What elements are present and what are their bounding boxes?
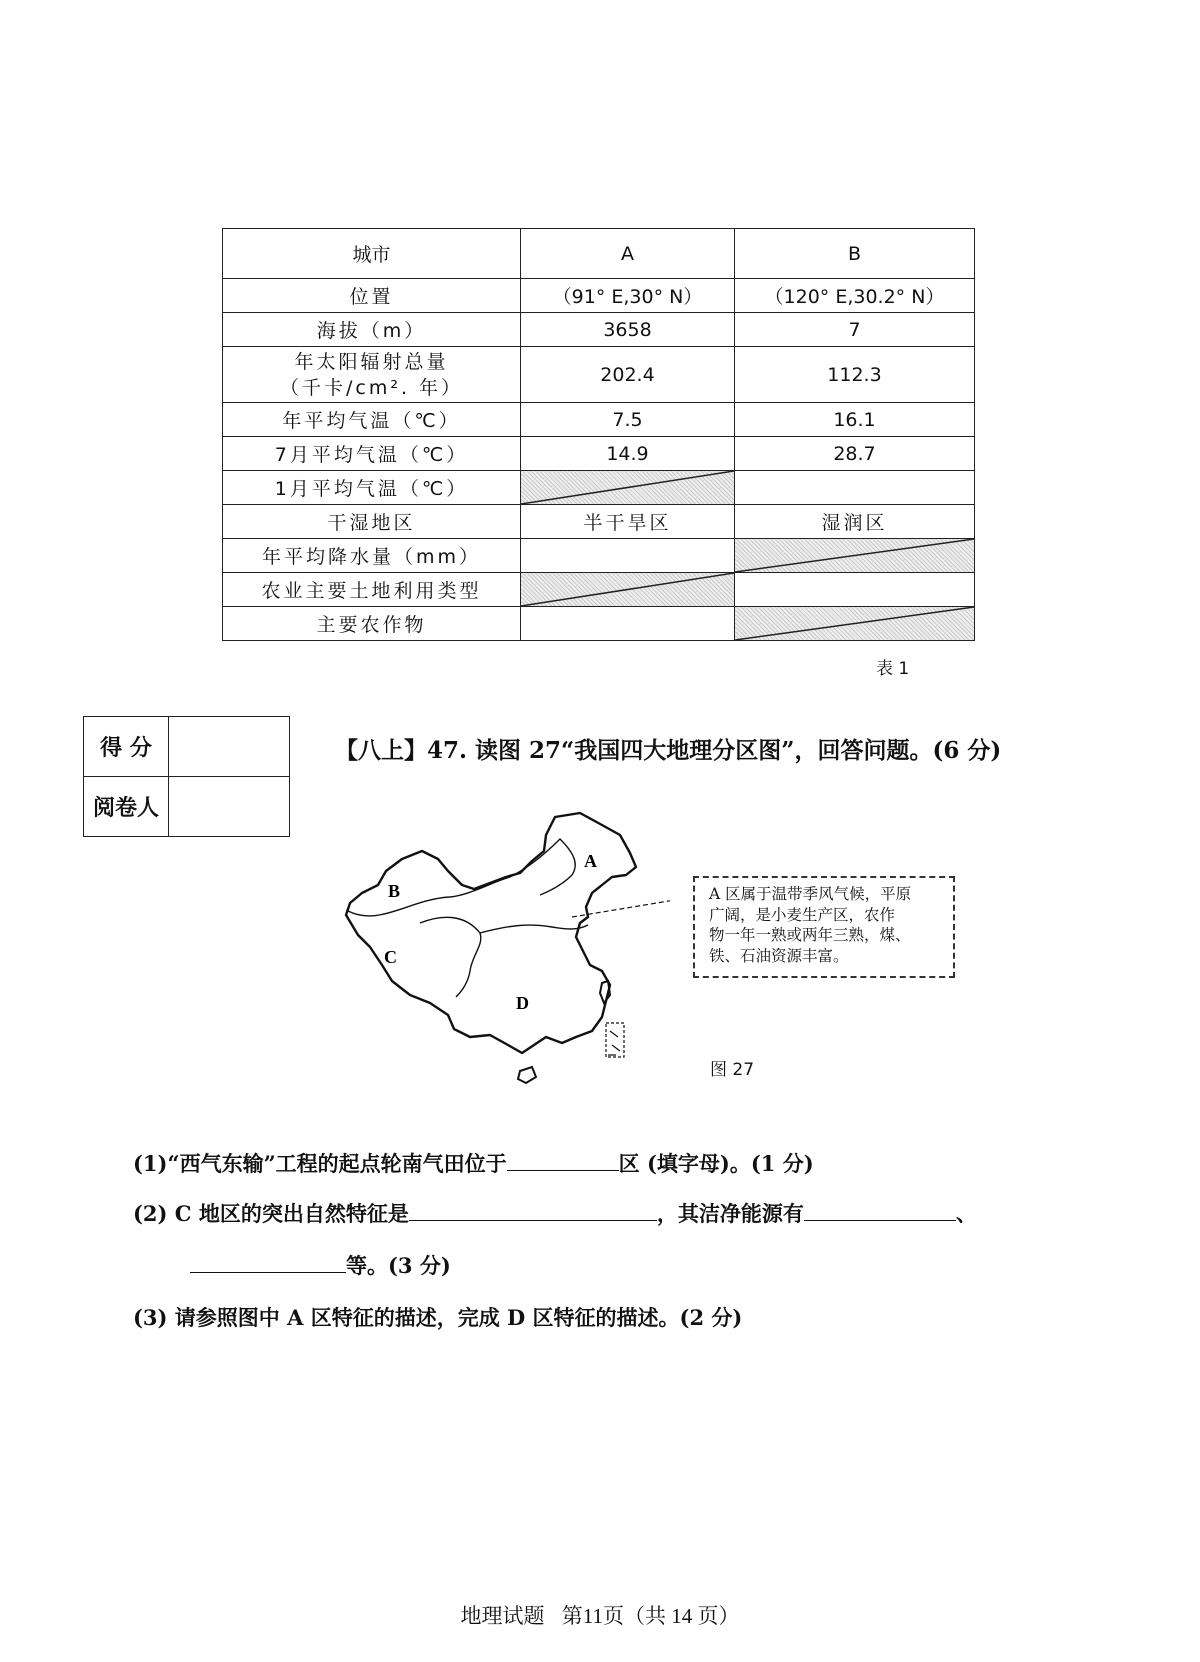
- cell-a: 3658: [521, 313, 735, 347]
- reviewer-label: 阅卷人: [84, 777, 169, 837]
- row-label-line1: 年太阳辐射总量: [294, 350, 449, 373]
- table-row: [223, 505, 975, 539]
- region-label-a: A: [584, 851, 597, 871]
- blank-cell-a: [521, 607, 735, 641]
- row-label: 1月平均气温（℃）: [223, 471, 521, 505]
- table-row: [223, 279, 975, 313]
- blank-cell-a: [521, 539, 735, 573]
- sub-question-1: [133, 1148, 814, 1178]
- score-field[interactable]: [169, 717, 290, 777]
- cell-b: （120° E,30.2° N）: [735, 279, 975, 313]
- footer-subject: 地理试题: [460, 1604, 545, 1628]
- hatched-cell-b: [735, 607, 975, 641]
- row-label: 位置: [223, 279, 521, 313]
- footer-page-number: 第11页（共 14 页）: [561, 1604, 740, 1628]
- cell-b: 7: [735, 313, 975, 347]
- cell-a: 202.4: [521, 347, 735, 403]
- table-row: [223, 437, 975, 471]
- sub-question-3: (3) 请参照图中 A 区特征的描述，完成 D 区特征的描述。(2 分): [133, 1305, 743, 1330]
- hatched-cell-b: [735, 539, 975, 573]
- row-label: 年平均气温（℃）: [223, 403, 521, 437]
- sub-question-2-tail: 、: [955, 1201, 977, 1226]
- south-sea-inset: [606, 1023, 624, 1057]
- sub-question-2: [133, 1198, 977, 1228]
- header-city: 城市: [223, 229, 521, 279]
- row-label: 海拔（m）: [223, 313, 521, 347]
- header-b: B: [735, 229, 975, 279]
- header-a: A: [521, 229, 735, 279]
- blank-cell-b: [735, 573, 975, 607]
- table-row: [223, 607, 975, 641]
- boundary-qinling: [480, 925, 588, 933]
- table-row: [223, 403, 975, 437]
- region-label-c: C: [384, 947, 397, 967]
- table-row: [223, 539, 975, 573]
- table-row: [223, 313, 975, 347]
- hainan-island: [518, 1067, 536, 1083]
- table-row: [223, 347, 975, 403]
- table-row: [223, 471, 975, 505]
- answer-blank-2a[interactable]: [409, 1202, 657, 1221]
- sub-question-1-tail: 区 (填字母)。(1 分): [618, 1151, 814, 1176]
- diagonal-line: [521, 573, 734, 606]
- china-outline: [346, 813, 636, 1053]
- answer-blank-1[interactable]: [507, 1152, 619, 1171]
- sub-question-2-middle: ，其洁净能源有: [656, 1201, 804, 1226]
- callout-line: A 区属于温带季风气候，平原: [709, 885, 912, 903]
- hatched-cell-a: [521, 573, 735, 607]
- reviewer-field[interactable]: [169, 777, 290, 837]
- row-label: 7月平均气温（℃）: [223, 437, 521, 471]
- boundary-northwest: [348, 877, 510, 916]
- table-caption: 表 1: [876, 659, 910, 679]
- answer-blank-2c[interactable]: [190, 1254, 346, 1273]
- china-regions-map: [340, 805, 670, 1087]
- row-label-line2: （千卡/cm². 年）: [279, 376, 464, 399]
- table-header-row: [223, 229, 975, 279]
- cell-b: 湿润区: [735, 505, 975, 539]
- callout-line: 物一年一熟或两年三熟，煤、: [709, 926, 911, 944]
- cell-b: 112.3: [735, 347, 975, 403]
- cell-b: 28.7: [735, 437, 975, 471]
- sub-question-2-text: (2) C 地区的突出自然特征是: [133, 1201, 409, 1226]
- sub-question-2b-tail: 等。(3 分): [346, 1253, 451, 1278]
- diagonal-line: [735, 607, 974, 640]
- cell-a: （91° E,30° N）: [521, 279, 735, 313]
- boundary-plateau: [420, 917, 481, 997]
- callout-line: 广阔，是小麦生产区，农作: [709, 905, 896, 924]
- page-footer: [0, 1600, 1200, 1630]
- score-box: [83, 716, 290, 837]
- blank-cell-b: [735, 471, 975, 505]
- region-label-d: D: [516, 993, 529, 1013]
- row-label: [223, 347, 521, 403]
- diagonal-line: [735, 539, 974, 572]
- cell-a: 半干旱区: [521, 505, 735, 539]
- row-label: 干湿地区: [223, 505, 521, 539]
- row-label: 年平均降水量（mm）: [223, 539, 521, 573]
- boundary-northeast: [510, 839, 575, 895]
- score-label: 得 分: [84, 717, 169, 777]
- climate-data-table: [222, 228, 975, 641]
- row-label: 农业主要土地利用类型: [223, 573, 521, 607]
- table-row: [223, 573, 975, 607]
- row-label: 主要农作物: [223, 607, 521, 641]
- diagonal-line: [521, 471, 734, 504]
- cell-a: 7.5: [521, 403, 735, 437]
- figure-label: 图 27: [710, 1060, 755, 1080]
- callout-line: 铁、石油资源丰富。: [709, 946, 849, 965]
- region-a-callout: [693, 876, 955, 978]
- cell-b: 16.1: [735, 403, 975, 437]
- region-label-b: B: [388, 881, 401, 901]
- question-title: 【八上】47. 读图 27“我国四大地理分区图”，回答问题。(6 分): [335, 737, 1002, 764]
- answer-blank-2b[interactable]: [804, 1202, 956, 1221]
- sub-question-1-text: (1)“西气东输”工程的起点轮南气田位于: [133, 1151, 507, 1176]
- hatched-cell-a: [521, 471, 735, 505]
- sub-question-2-continued: [190, 1250, 451, 1280]
- cell-a: 14.9: [521, 437, 735, 471]
